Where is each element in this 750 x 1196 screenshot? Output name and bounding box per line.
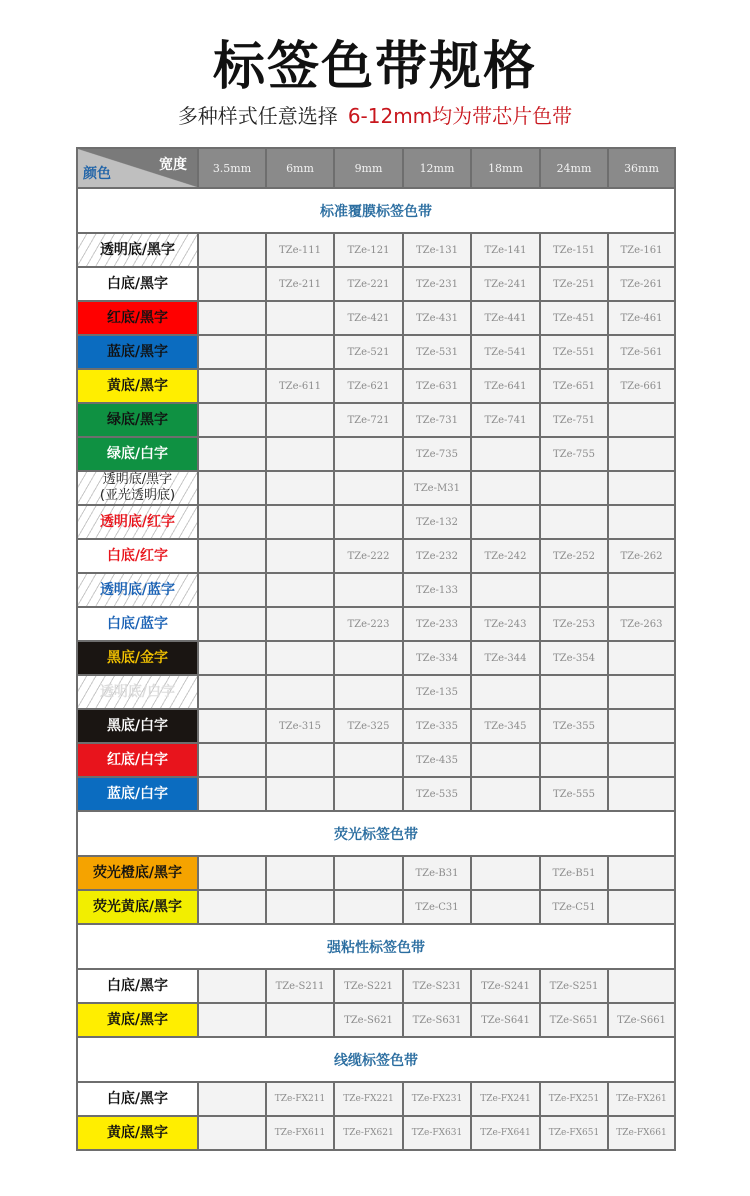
model-cell xyxy=(266,403,334,437)
model-cell xyxy=(540,743,608,777)
tape-color-text: 透明底/蓝字 xyxy=(99,582,176,598)
model-cell xyxy=(471,743,540,777)
model-cell: TZe-S621 xyxy=(334,1003,403,1037)
model-cell: TZe-344 xyxy=(471,641,540,675)
table-row xyxy=(77,233,675,267)
model-cell: TZe-141 xyxy=(471,233,540,267)
model-cell xyxy=(266,777,334,811)
model-cell xyxy=(198,607,266,641)
model-cell: TZe-325 xyxy=(334,709,403,743)
tape-color-text: 红底/黑字 xyxy=(106,310,169,326)
model-cell: TZe-345 xyxy=(471,709,540,743)
section-title: 标准覆膜标签色带 xyxy=(77,188,675,233)
model-cell: TZe-S211 xyxy=(266,969,334,1003)
tape-color-label xyxy=(77,890,198,924)
table-row xyxy=(77,890,675,924)
section-row xyxy=(77,924,675,969)
model-cell xyxy=(198,777,266,811)
tape-color-text: 绿底/白字 xyxy=(106,446,169,462)
model-cell xyxy=(198,301,266,335)
table-row xyxy=(77,969,675,1003)
model-cell xyxy=(198,403,266,437)
model-cell xyxy=(540,471,608,505)
table-row xyxy=(77,437,675,471)
model-cell: TZe-S251 xyxy=(540,969,608,1003)
column-header: 12mm xyxy=(403,148,471,188)
model-cell: TZe-355 xyxy=(540,709,608,743)
model-cell xyxy=(266,890,334,924)
tape-color-text: 白底/黑字 xyxy=(106,276,169,292)
model-cell: TZe-FX241 xyxy=(471,1082,540,1116)
model-cell xyxy=(471,675,540,709)
page-title: 标签色带规格 xyxy=(212,37,537,97)
model-cell: TZe-451 xyxy=(540,301,608,335)
table-row xyxy=(77,573,675,607)
section-row xyxy=(77,811,675,856)
tape-color-text: 黑底/金字 xyxy=(106,650,169,666)
tape-color-label xyxy=(77,607,198,641)
tape-color-label xyxy=(77,641,198,675)
column-header: 3.5mm xyxy=(198,148,266,188)
tape-color-label xyxy=(77,437,198,471)
model-cell xyxy=(608,403,675,437)
model-cell: TZe-641 xyxy=(471,369,540,403)
model-cell: TZe-FX611 xyxy=(266,1116,334,1150)
model-cell xyxy=(198,856,266,890)
table-row xyxy=(77,267,675,301)
tape-color-label xyxy=(77,267,198,301)
model-cell xyxy=(334,777,403,811)
model-cell: TZe-263 xyxy=(608,607,675,641)
model-cell: TZe-S631 xyxy=(403,1003,471,1037)
model-cell xyxy=(471,471,540,505)
table-row xyxy=(77,675,675,709)
subtitle-text: 多种样式任意选择 xyxy=(177,104,338,128)
model-cell: TZe-441 xyxy=(471,301,540,335)
model-cell: TZe-S241 xyxy=(471,969,540,1003)
model-cell: TZe-S231 xyxy=(403,969,471,1003)
model-cell xyxy=(334,856,403,890)
model-cell xyxy=(608,675,675,709)
tape-color-text: 绿底/黑字 xyxy=(106,412,169,428)
tape-color-label xyxy=(77,233,198,267)
model-cell xyxy=(198,675,266,709)
column-header: 24mm xyxy=(540,148,608,188)
model-cell: TZe-211 xyxy=(266,267,334,301)
tape-color-label xyxy=(77,709,198,743)
tape-color-text: 黑底/白字 xyxy=(106,718,169,734)
corner-header xyxy=(77,148,198,188)
model-cell xyxy=(540,573,608,607)
model-cell: TZe-221 xyxy=(334,267,403,301)
model-cell: TZe-611 xyxy=(266,369,334,403)
width-axis-label: 宽度 xyxy=(159,157,187,173)
model-cell xyxy=(334,675,403,709)
header-row xyxy=(77,148,675,188)
model-cell xyxy=(608,709,675,743)
model-cell: TZe-M31 xyxy=(403,471,471,505)
model-cell: TZe-FX641 xyxy=(471,1116,540,1150)
model-cell xyxy=(608,641,675,675)
model-cell xyxy=(334,743,403,777)
model-cell xyxy=(198,1116,266,1150)
tape-color-text: 黄底/黑字 xyxy=(106,1012,169,1028)
subtitle-highlight: 6-12mm均为带芯片色带 xyxy=(347,104,573,128)
model-cell: TZe-231 xyxy=(403,267,471,301)
model-cell: TZe-C51 xyxy=(540,890,608,924)
model-cell: TZe-261 xyxy=(608,267,675,301)
model-cell: TZe-151 xyxy=(540,233,608,267)
model-cell xyxy=(266,743,334,777)
tape-color-label xyxy=(77,777,198,811)
table-row xyxy=(77,1082,675,1116)
tape-color-text: 荧光黄底/黑字 xyxy=(92,899,183,915)
model-cell xyxy=(198,437,266,471)
table-row xyxy=(77,709,675,743)
tape-color-label xyxy=(77,471,198,505)
model-cell: TZe-253 xyxy=(540,607,608,641)
model-cell: TZe-FX221 xyxy=(334,1082,403,1116)
model-cell: TZe-521 xyxy=(334,335,403,369)
model-cell: TZe-241 xyxy=(471,267,540,301)
model-cell: TZe-242 xyxy=(471,539,540,573)
page-subtitle xyxy=(0,100,750,129)
model-cell xyxy=(266,335,334,369)
table-row xyxy=(77,369,675,403)
model-cell: TZe-FX211 xyxy=(266,1082,334,1116)
tape-color-text: 白底/黑字 xyxy=(106,1091,169,1107)
tape-color-text: 透明底/白字 xyxy=(99,684,176,700)
table-row xyxy=(77,403,675,437)
model-cell: TZe-131 xyxy=(403,233,471,267)
model-cell xyxy=(334,573,403,607)
table-row xyxy=(77,777,675,811)
table-row xyxy=(77,301,675,335)
model-cell: TZe-FX631 xyxy=(403,1116,471,1150)
model-cell xyxy=(266,471,334,505)
table-row xyxy=(77,1116,675,1150)
tape-color-text: 白底/红字 xyxy=(106,548,169,564)
model-cell xyxy=(198,267,266,301)
model-cell xyxy=(334,437,403,471)
model-cell: TZe-531 xyxy=(403,335,471,369)
model-cell xyxy=(608,437,675,471)
model-cell: TZe-223 xyxy=(334,607,403,641)
tape-color-text: 透明底/黑字 xyxy=(99,242,176,258)
table-row xyxy=(77,641,675,675)
model-cell xyxy=(198,369,266,403)
tape-color-text: 透明底/红字 xyxy=(99,514,176,530)
table-row xyxy=(77,539,675,573)
tape-color-text: 黄底/黑字 xyxy=(106,1125,169,1141)
model-cell: TZe-111 xyxy=(266,233,334,267)
model-cell xyxy=(471,505,540,539)
tape-color-text: 黄底/黑字 xyxy=(106,378,169,394)
tape-color-text: 蓝底/白字 xyxy=(106,786,169,802)
model-cell xyxy=(266,505,334,539)
model-cell: TZe-621 xyxy=(334,369,403,403)
column-header: 36mm xyxy=(608,148,675,188)
model-cell xyxy=(334,505,403,539)
table-row xyxy=(77,505,675,539)
model-cell xyxy=(334,890,403,924)
model-cell: TZe-651 xyxy=(540,369,608,403)
model-cell xyxy=(198,505,266,539)
model-cell: TZe-C31 xyxy=(403,890,471,924)
table-row xyxy=(77,471,675,505)
model-cell: TZe-161 xyxy=(608,233,675,267)
model-cell xyxy=(266,607,334,641)
model-cell xyxy=(334,641,403,675)
model-cell: TZe-315 xyxy=(266,709,334,743)
model-cell xyxy=(471,890,540,924)
model-cell: TZe-631 xyxy=(403,369,471,403)
tape-color-label xyxy=(77,301,198,335)
column-header: 9mm xyxy=(334,148,403,188)
tape-color-label xyxy=(77,403,198,437)
model-cell xyxy=(608,743,675,777)
tape-color-label xyxy=(77,1116,198,1150)
model-cell: TZe-431 xyxy=(403,301,471,335)
model-cell xyxy=(334,471,403,505)
model-cell: TZe-S661 xyxy=(608,1003,675,1037)
model-cell xyxy=(471,573,540,607)
tape-color-label xyxy=(77,856,198,890)
model-cell xyxy=(198,573,266,607)
tape-color-label xyxy=(77,573,198,607)
model-cell: TZe-541 xyxy=(471,335,540,369)
tape-color-label xyxy=(77,539,198,573)
table-body xyxy=(77,188,675,1150)
model-cell: TZe-S221 xyxy=(334,969,403,1003)
section-title: 强粘性标签色带 xyxy=(77,924,675,969)
model-cell xyxy=(198,890,266,924)
model-cell: TZe-FX661 xyxy=(608,1116,675,1150)
column-header: 6mm xyxy=(266,148,334,188)
model-cell xyxy=(540,675,608,709)
tape-color-label xyxy=(77,969,198,1003)
model-cell xyxy=(198,471,266,505)
model-cell xyxy=(608,969,675,1003)
model-cell xyxy=(198,1003,266,1037)
model-cell xyxy=(198,1082,266,1116)
model-cell: TZe-741 xyxy=(471,403,540,437)
table-row xyxy=(77,856,675,890)
tape-color-label xyxy=(77,1082,198,1116)
model-cell: TZe-232 xyxy=(403,539,471,573)
model-cell xyxy=(608,573,675,607)
model-cell xyxy=(266,675,334,709)
model-cell xyxy=(540,505,608,539)
tape-color-label xyxy=(77,335,198,369)
model-cell: TZe-661 xyxy=(608,369,675,403)
tape-color-label xyxy=(77,1003,198,1037)
model-cell xyxy=(266,1003,334,1037)
model-cell: TZe-B31 xyxy=(403,856,471,890)
color-axis-label: 颜色 xyxy=(83,166,111,182)
model-cell xyxy=(471,777,540,811)
tape-color-text: 红底/白字 xyxy=(106,752,169,768)
tape-color-label xyxy=(77,505,198,539)
model-cell xyxy=(266,641,334,675)
tape-color-note: (亚光透明底) xyxy=(99,488,176,503)
model-cell: TZe-252 xyxy=(540,539,608,573)
model-cell: TZe-435 xyxy=(403,743,471,777)
model-cell: TZe-B51 xyxy=(540,856,608,890)
tape-color-text: 白底/蓝字 xyxy=(106,616,169,632)
model-cell: TZe-FX621 xyxy=(334,1116,403,1150)
model-cell xyxy=(608,471,675,505)
model-cell: TZe-354 xyxy=(540,641,608,675)
model-cell: TZe-751 xyxy=(540,403,608,437)
model-cell: TZe-121 xyxy=(334,233,403,267)
tape-color-text: 蓝底/黑字 xyxy=(106,344,169,360)
model-cell: TZe-461 xyxy=(608,301,675,335)
tape-color-label xyxy=(77,675,198,709)
model-cell xyxy=(608,856,675,890)
model-cell xyxy=(471,437,540,471)
model-cell xyxy=(266,539,334,573)
tape-color-text: 白底/黑字 xyxy=(106,978,169,994)
model-cell: TZe-S641 xyxy=(471,1003,540,1037)
model-cell xyxy=(266,437,334,471)
tape-color-text: 荧光橙底/黑字 xyxy=(92,865,183,881)
model-cell: TZe-755 xyxy=(540,437,608,471)
tape-color-text: 透明底/黑字 xyxy=(102,472,173,487)
model-cell xyxy=(471,856,540,890)
model-cell: TZe-FX251 xyxy=(540,1082,608,1116)
model-cell: TZe-222 xyxy=(334,539,403,573)
model-cell: TZe-335 xyxy=(403,709,471,743)
model-cell: TZe-731 xyxy=(403,403,471,437)
section-title: 线缆标签色带 xyxy=(77,1037,675,1082)
column-header: 18mm xyxy=(471,148,540,188)
table-row xyxy=(77,743,675,777)
model-cell: TZe-233 xyxy=(403,607,471,641)
model-cell xyxy=(198,233,266,267)
model-cell: TZe-FX651 xyxy=(540,1116,608,1150)
table-row xyxy=(77,607,675,641)
model-cell: TZe-FX261 xyxy=(608,1082,675,1116)
model-cell xyxy=(266,301,334,335)
model-cell: TZe-243 xyxy=(471,607,540,641)
section-title: 荧光标签色带 xyxy=(77,811,675,856)
model-cell: TZe-FX231 xyxy=(403,1082,471,1116)
model-cell: TZe-132 xyxy=(403,505,471,539)
model-cell xyxy=(266,856,334,890)
model-cell xyxy=(608,777,675,811)
model-cell xyxy=(608,505,675,539)
model-cell: TZe-721 xyxy=(334,403,403,437)
model-cell xyxy=(198,969,266,1003)
model-cell xyxy=(608,890,675,924)
model-cell xyxy=(198,709,266,743)
model-cell: TZe-421 xyxy=(334,301,403,335)
model-cell: TZe-535 xyxy=(403,777,471,811)
model-cell xyxy=(266,573,334,607)
model-cell xyxy=(198,335,266,369)
model-cell: TZe-735 xyxy=(403,437,471,471)
section-row xyxy=(77,1037,675,1082)
table-row xyxy=(77,335,675,369)
model-cell: TZe-251 xyxy=(540,267,608,301)
spec-table xyxy=(76,147,676,1151)
section-row xyxy=(77,188,675,233)
model-cell: TZe-133 xyxy=(403,573,471,607)
model-cell xyxy=(198,641,266,675)
model-cell: TZe-561 xyxy=(608,335,675,369)
model-cell xyxy=(198,539,266,573)
model-cell: TZe-262 xyxy=(608,539,675,573)
model-cell: TZe-555 xyxy=(540,777,608,811)
model-cell: TZe-551 xyxy=(540,335,608,369)
tape-color-label xyxy=(77,743,198,777)
model-cell: TZe-S651 xyxy=(540,1003,608,1037)
table-row xyxy=(77,1003,675,1037)
model-cell xyxy=(198,743,266,777)
model-cell: TZe-135 xyxy=(403,675,471,709)
model-cell: TZe-334 xyxy=(403,641,471,675)
tape-color-label xyxy=(77,369,198,403)
